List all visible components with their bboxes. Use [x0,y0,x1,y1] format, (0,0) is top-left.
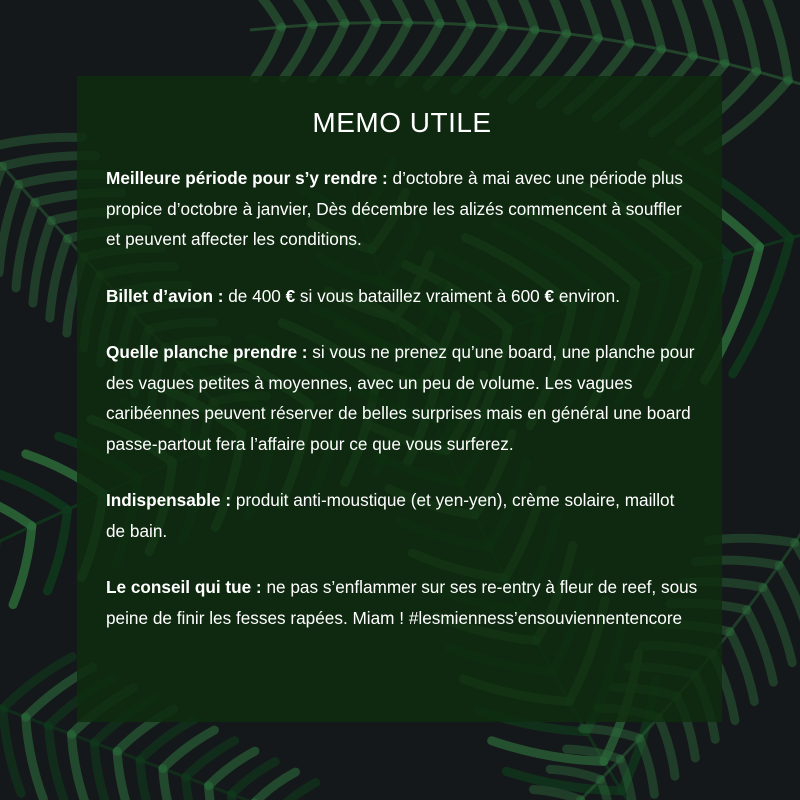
essentials-label: Indispensable : [106,490,232,510]
flight-text-part3: environ. [554,285,620,306]
best-period-paragraph [106,163,698,255]
essentials-paragraph [106,485,698,546]
tip-label: Le conseil qui tue : [106,577,262,597]
flight-ticket-label: Billet d’avion : [106,285,224,306]
flight-text-part2: si vous bataillez vraiment à 600 [295,285,545,306]
memo-card [77,76,722,722]
flight-text-part1: de 400 [223,285,286,306]
best-period-text: d’octobre à mai avec une période plus propice d’octobre à janvier, Dès décembre les alizés commencent à souffler et peuvent affecter les conditions. [106,168,683,249]
tip-text: ne pas s’enflammer sur ses re-entry à fleur de reef, sous peine de finir les fesses rapées. Miam ! #lesmienness’ensouviennentencore [106,577,698,628]
board-choice-label: Quelle planche prendre : [106,342,308,362]
board-choice-text: si vous ne prenez qu’une board, une planche pour des vagues petites à moyennes, avec un peu de volume. Les vagues caribéennes peuvent réserver de belles surprises mais en général une board passe-partout fera l’affaire pour ce que vous surferez. [106,342,695,454]
flight-ticket-paragraph [106,281,698,312]
essentials-text: produit anti-moustique (et yen-yen), crème solaire, maillot de bain. [106,490,675,541]
memo-title: MEMO UTILE [312,107,492,138]
best-period-label: Meilleure période pour s’y rendre : [106,168,388,188]
euro-symbol: € [544,285,555,306]
euro-symbol: € [285,285,296,306]
board-choice-paragraph [106,337,698,459]
tip-paragraph [106,572,698,633]
